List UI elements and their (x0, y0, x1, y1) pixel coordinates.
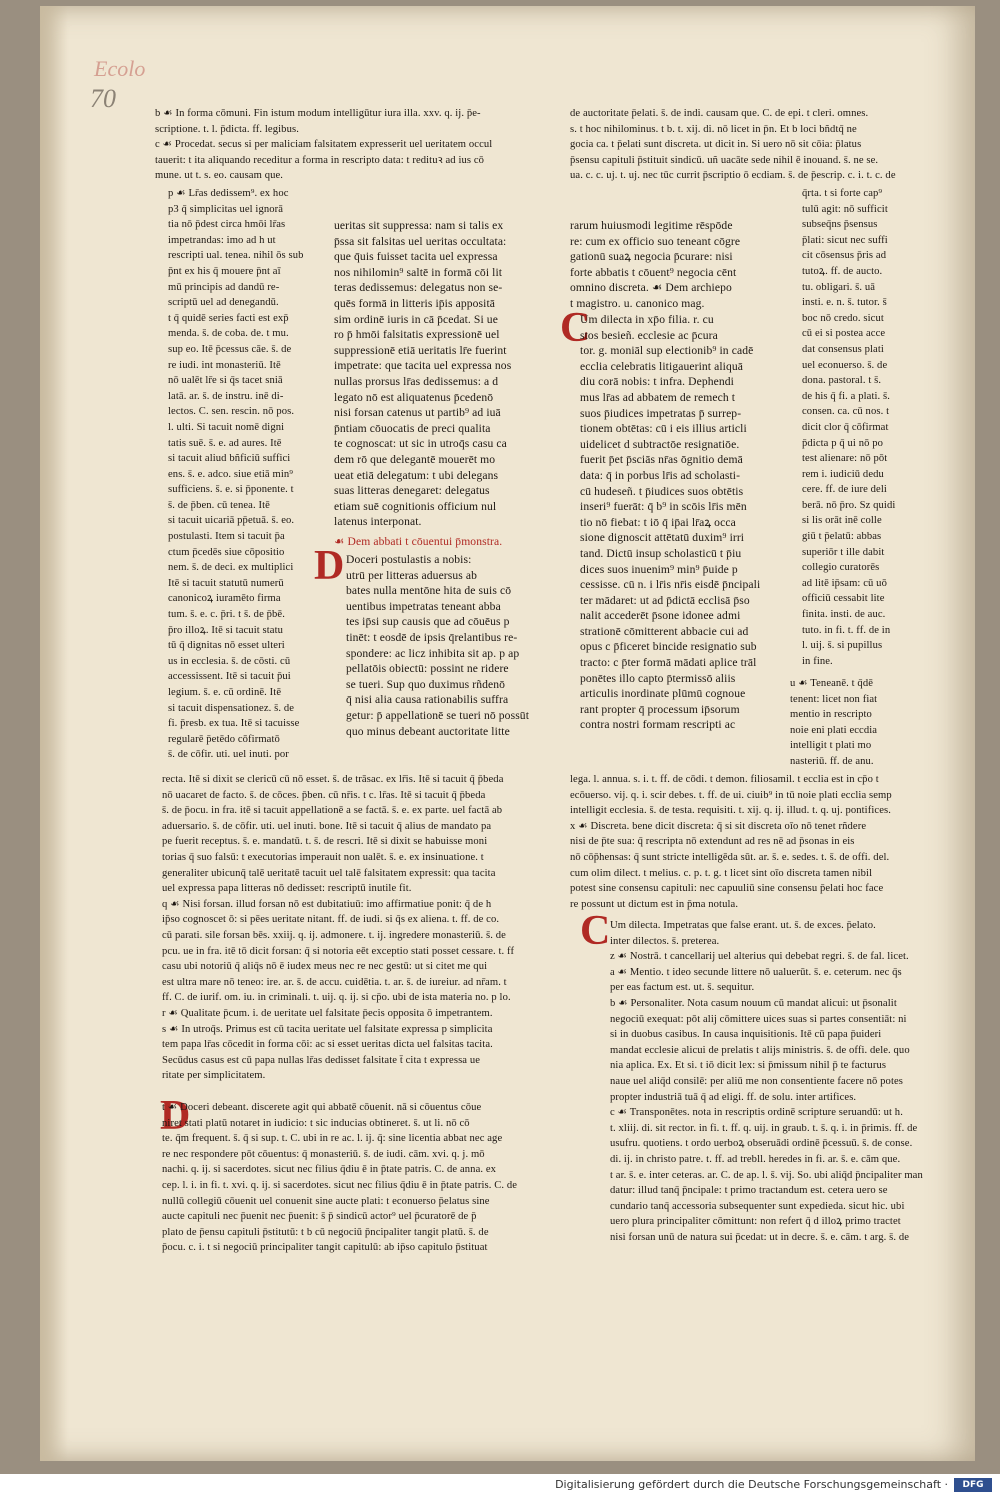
text-line: re: cum ex officio suo teneant cōgre (570, 234, 741, 248)
text-line: ens. s̄. e. adco. siue etiā min⁹ (168, 468, 294, 480)
text-line: berā. nō p̄ro. Sz quidi (802, 499, 896, 511)
text-line: nachi. q. ij. si sacerdotes. sicut nec filius q̄diu ē in p̄tate patris. C. de anna. ex (162, 1164, 497, 1176)
text-line: cessisse. cū n. i lr̄is nr̄is eisdē p̄ncipali (580, 578, 761, 592)
text-line: subseq̄ns p̄sensus (802, 219, 878, 231)
text-line: de auctoritate p̄elati. s̄. de indi. causam que. C. de epi. t cleri. omnes. (570, 108, 869, 119)
text-line: tem papa lr̄as cōcedit in forma cōi: ac si esset ueritas dicta uel falsitas tacita. (162, 1039, 493, 1051)
text-line: aucte capituli nec p̄uenit nec p̄uenit: s̄ p̄ sindicū actor⁹ uel p̄curatorē de p̄ (162, 1211, 477, 1223)
text-line: ctum p̄cedēs siue cōpositio (168, 546, 285, 558)
text-line: b ☙ In forma cōmuni. Fin istum modum intelligūtur iura illa. xxv. q. ij. p̄e- (155, 108, 481, 119)
text-line: opus c p̄ficeret bincide resignatio sub (580, 640, 757, 654)
rubric-heading: ☙ Dem abbati t cōuentui p̄monstra. (334, 535, 503, 548)
book-page (40, 6, 975, 1461)
text-line: aduersario. s̄. de cōfir. uti. uel inuti. bone. Itē si tacuit q̄ alius de mandato pa (162, 820, 492, 832)
text-line: us in ecclesia. s̄. de cōsti. cū (168, 655, 291, 667)
text-line: dem rō que delegantē mouerēt mo (334, 452, 496, 466)
text-line: r ☙ Qualitate p̄cum. i. de ueritate uel falsitate p̄ecis opposita ō impetrantem. (162, 1007, 493, 1019)
text-line: menda. s̄. de coba. de. t mu. (168, 328, 289, 340)
text-line: uel expressa papa litteras nō dedisset: rescriptū inutile fit. (162, 883, 412, 895)
text-line: nō cōp̄hensas: q̄ sunt stricte intelligēda sūt. ar. s̄. e. sedes. t. s̄. de offi. del. (570, 851, 890, 863)
red-initial-c-2: C (580, 908, 611, 954)
red-initial-d: D (314, 543, 345, 589)
text-line: p̄ssa sit falsitas uel ueritas occultata: (334, 234, 507, 248)
text-line: cit cōsensus p̄ris ad (802, 250, 887, 262)
text-line: Doceri postulastis a nobis: (346, 553, 472, 566)
text-line: recta. Itē si dixit se clericū cū nō esset. s̄. de trāsac. ex lr̄is. Itē si tacuit q̄ p̄beda (162, 774, 504, 785)
text-line: est ultra mare nō teneo: ire. ar. s̄. de accu. cuidētia. t. ar. s̄. de iureiur. ad nr̄am. t (162, 976, 507, 988)
left-gloss-column (168, 186, 316, 763)
text-line: tracto: c p̄ter formā mādati aplice trāl (580, 656, 757, 670)
footer-bar (0, 1474, 1000, 1497)
text-line: mentio in rescripto (790, 709, 872, 721)
text-line: nō ualēt lr̄e si q̄s tacet sniā (168, 375, 283, 387)
text-line: ua. c. c. uj. t. uj. nec tūc currit p̄scriptio ō ecdiam. s̄. de p̄escrip. c. i. t. c. de (570, 170, 896, 182)
text-line: ad litē ip̄sam: cū uō (802, 577, 887, 589)
main-text-right-column (570, 218, 788, 312)
text-line: regularē p̄etēdo cōfirmatō (168, 733, 280, 745)
text-line: consen. ca. cū nos. t (802, 406, 890, 418)
main-text-left-column-2 (346, 552, 546, 739)
text-line: tinēt: t eosdē de ipsis q̄relantibus re- (346, 630, 518, 644)
text-line: ritate per simplicitatem. (162, 1070, 266, 1082)
text-line: uidelicet d subtractōe resignatiōe. (580, 437, 740, 451)
text-line: t. xliij. di. sit rector. in fi. t. ff. q. uij. in graub. t. s̄. q. i. in p̄rimis. ff. de (610, 1122, 918, 1134)
lower-left-commentary-2 (162, 1100, 562, 1256)
text-line: t magistro. u. canonico mag. (570, 296, 705, 310)
text-line: quēs formā in litteris ip̄is appositā (334, 296, 496, 310)
text-line: superiōr t ille dabit (802, 546, 885, 558)
text-line: Um dilecta in xp̄o filia. r. cu (580, 313, 714, 326)
text-line: mū principis ad dandū re- (168, 281, 280, 293)
text-line: nullas prorsus lr̄as dedissemus: a d (334, 374, 499, 388)
text-line: suppressionē etiā ueritatis lr̄e fuerint (334, 343, 507, 357)
text-line: s̄. de p̄ocu. in fra. itē si tacuit appellationē a se factā. s̄. e. ex parte. uel factā ab (162, 805, 503, 817)
dfg-logo: DFG (954, 1478, 992, 1492)
text-line: niret stati platū notaret in iudicio: t sic inducias obtineret. s̄. ut li. nō cō (162, 1117, 470, 1129)
text-line: di. ij. in christo patre. t. ff. ad trebll. heredes in fi. ar. s̄. e. cām que. (610, 1153, 901, 1165)
text-line: casu ubi notoriū q̄ aliq̄s nō ē iudex meus nec re nec gestū: ut si citet me qui (162, 961, 488, 973)
text-line: x ☙ Discreta. bene dicit discreta: q̄ si sit discreta oīo nō tenet rñdere (570, 820, 867, 832)
text-line: tulū agit: nō sufficit (802, 203, 888, 215)
text-line: cū ei si postea acce (802, 328, 886, 340)
text-line: Um dilecta. Impetratas que false erant. ut. s̄. de exces. p̄elato. (610, 920, 876, 931)
lower-right-commentary (570, 772, 955, 912)
text-line: suos p̄iudices impetratas p̄ surrep- (580, 406, 742, 420)
text-line: nos nihilomin⁹ saltē in formā cōi lit (334, 265, 503, 279)
text-line: giū t p̄elatū: abbas (802, 531, 882, 543)
text-line: s ☙ In utroq̄s. Primus est cū tacita ueritate uel falsitate expressa p simplicita (162, 1023, 493, 1035)
text-line: c ☙ Procedat. secus si per maliciam falsitatem expresserit uel ueritatem occul (155, 139, 493, 151)
text-line: nisi de p̄te sua: q̄ rescripta nō extendunt ad res nē ad p̄sonas in eis (570, 836, 855, 848)
text-line: usufru. quotiens. t ordo uerboꝝ obseruādi ordinē p̄cessuū. s̄. de conse. (610, 1138, 913, 1150)
text-line: si tacuit dispensationez. s̄. de (168, 702, 295, 714)
text-line: cundario tanq̄ accessoria subsequenter sunt expedieda. sicut hic. ubi (610, 1200, 905, 1212)
text-line: p̄dicta p q̄ ui nō po (802, 437, 884, 449)
text-line: etiam suē cognitionis officium nul (334, 499, 497, 513)
text-line: potest sine consensu capituli: nec capuuliū sine consensu p̄elati hoc face (570, 883, 884, 895)
text-line: rem i. iudiciū dedu (802, 468, 884, 480)
text-line: collegio curatorēs (802, 562, 880, 574)
text-line: pellatōis obiectū: possint ne ridere (346, 662, 509, 676)
text-line: p3 q̄ simplicitas uel ignorā (168, 203, 284, 215)
text-line: tand. Dictū insup scholasticū t p̄iu (580, 546, 742, 560)
text-line: ecōuerso. vij. q. i. scir debes. t. ff. de ui. ciuib⁹ in tū noie plati ecclia semp (570, 789, 892, 801)
text-line: tatis suē. s̄. e. ad aures. Itē (168, 437, 282, 449)
text-line: rarum huiusmodi legitime rēspōde (570, 219, 733, 232)
text-line: sufficiens. s̄. e. si p̄ponente. t (168, 484, 294, 496)
text-line: cep. l. i. in fi. t. xvi. q. ij. si sacerdotes. sicut nec filius q̄diu ē in p̄tate patris. C. de (162, 1179, 518, 1191)
text-line: naue uel aliq̄d consilē: per aliū me non consentiente facere nō potes (610, 1075, 904, 1087)
text-line: tionem obtētas: cū i eis illius articli (580, 422, 747, 436)
red-initial-c: C (560, 305, 591, 351)
text-line: legium. s̄. e. cū ordinē. Itē (168, 687, 282, 698)
text-line: l. ulti. Si tacuit nomē digni (168, 421, 285, 433)
red-initial-d-2: D (160, 1093, 191, 1139)
text-line: mune. ut t. s. eo. causam que. (155, 170, 284, 182)
text-line: nisi forsan unū de natura sui p̄cedat: ut in decre. s̄. e. cām. t arg. s̄. de (610, 1231, 910, 1243)
text-line: p̄sensu capituli p̄stituit sindicū. uñ uacāte sede nihil ē inouand. s̄. ne se. (570, 154, 879, 166)
right-commentary-top (570, 106, 955, 184)
text-line: si tacuit uicariā pp̄etuā. s̄. eo. (168, 515, 295, 527)
text-line: p̄nt ex his q̄ mouere p̄nt aī (168, 265, 281, 277)
text-line: u ☙ Teneanē. t q̄dē (790, 678, 874, 689)
text-line: de his q̄ fi. a plati. s̄. (802, 390, 891, 402)
text-line: officiū cessabit lite (802, 593, 885, 605)
text-line: ueritas sit suppressa: nam si talis ex (334, 219, 504, 232)
text-line: Secūdus casus est cū papa nullas lr̄as dedisset falsitate t̄ cita t expressa ue (162, 1054, 481, 1066)
text-line: dat consensus plati (802, 343, 884, 355)
text-line: tauerit: t ita aliquando receditur a forma in rescripto data: t redituꝛ ad ius cō (155, 154, 485, 166)
text-line: forte abbatis t cōuent⁹ negocia cēnt (570, 265, 737, 279)
text-line: nō uacaret de facto. s̄. de cōces. p̄ben. cū nr̄is. t c. lr̄as. Itē si tacuit q̄ p̄beda (162, 789, 486, 801)
text-line: tū q̄ dignitas nō esset ulteri (168, 640, 285, 652)
text-line: scriptū uel ad denegandū. (168, 297, 279, 309)
margin-note-red: Ecolo (94, 56, 146, 81)
main-text-right-column-2 (580, 312, 788, 733)
page-gutter-shadow (40, 6, 68, 1461)
text-line: intelligit t plati mo (790, 740, 872, 752)
text-line: mus lr̄as ad abbatem de remech t (580, 390, 736, 404)
text-line: data: q̄ in porbus lr̄is ad scholasti- (580, 468, 741, 482)
text-line: latenus interponat. (334, 515, 422, 529)
text-line: nalit accederēt p̄sone idonee admi (580, 609, 741, 623)
text-line: lectos. C. sen. rescin. nō pos. (168, 406, 295, 418)
text-line: impetrandas: imo ad h ut (168, 234, 276, 246)
text-line: l. uij. s̄. si pupillus (802, 640, 883, 652)
text-line: diu corā nobis: t infra. Dephendi (580, 375, 734, 389)
text-line: re nec respondere pōt cōuentus: q̄ monasteriū. s̄. de iudi. cām. xvi. q. j. mō (162, 1148, 485, 1160)
text-line: sim ordinē iuris in cā p̄cedat. Si ue (334, 312, 498, 326)
text-line: getur: p̄ appellationē se tueri nō possūt (346, 708, 530, 722)
text-line: in fine. (802, 655, 833, 667)
text-line: nullū collegiū cōuenit uel conuenit sine aucte plati: t econuerso p̄elatus sine (162, 1195, 490, 1207)
text-line: inseri⁹ fuerāt: q̄ b⁹ in scōis lr̄is mēn (580, 500, 747, 514)
text-line: legato nō est aliquatenus p̄cedenō (334, 390, 494, 404)
lower-left-commentary (162, 772, 562, 1084)
text-line: t q̄ quidē series facti est exp̄ (168, 312, 289, 324)
text-line: ro p̄ hmōi falsitatis expressionē uel (334, 328, 500, 342)
text-line: uel econuerso. s̄. de (802, 359, 888, 371)
text-line: Itē si tacuit statutū numerū (168, 577, 284, 589)
text-line: strationē cōmitterent abbacie cui ad (580, 624, 749, 638)
text-line: sup eo. Itē p̄cessus cāe. s̄. de (168, 343, 292, 355)
text-line: pcu. ue in fra. itē tō dicit forsan: q̄ si notoria eēt exceptio stati posset cessare. t. ff (162, 945, 515, 957)
text-line: omnino discreta. ☙ Dem archiepo (570, 281, 732, 295)
text-line: plato de p̄ensu capituli p̄stitutū: t b cū negociū p̄ncipaliter tangit platū. s̄. de (162, 1226, 489, 1238)
text-line: gationū suaꝝ negocia p̄curare: nisi (570, 250, 733, 264)
text-line: generaliter ubicunq̄ talē ueritatē tacuit uel talē falsitatem expressit: qua tacita (162, 867, 496, 879)
text-line: ip̄so cognoscet ō: si pēes ueritate nitant. ff. de iudi. si q̄s ex aliena. t. ff. de co. (162, 914, 500, 926)
text-line: te. q̄m frequent. s̄. q̄ si sup. t. C. ubi in re ac. l. ij. q̄: sine licentia abbat nec age (162, 1133, 503, 1145)
text-line: rant propter q̄ processum ip̄sorum (580, 702, 740, 716)
text-line: c ☙ Transponētes. nota in rescriptis ordinē scripture seruandū: ut h. (610, 1107, 903, 1119)
text-line: sione dignoscit attētatū duxim⁹ irri (580, 531, 745, 545)
text-line: tio nō fiebat: t iō q̄ ip̄ai lr̄aꝝ occa (580, 515, 736, 529)
text-line: cum olim dilect. t melius. c. p. t. g. t licet sint oīo discreta tamen nibil (570, 867, 873, 879)
left-commentary-top (155, 106, 560, 184)
text-line: te cognoscat: ut sic in utroq̄s casu ca (334, 437, 507, 451)
text-line: tenent: licet non fiat (790, 693, 878, 705)
text-line: propter industriā tuā q̄ ad eligi. ff. de solu. inter artifices. (610, 1091, 857, 1103)
text-line: datur: illud tanq̄ p̄ncipale: t primo tractandum est. cetera uero se (610, 1185, 888, 1197)
text-line: stos besieñ. ecclesie ac p̄cura (580, 328, 718, 342)
text-line: cū parati. sile forsan bēs. xxiij. q. ij. admonere. t. ij. ingredere monasteriū. s̄. de (162, 929, 506, 941)
text-line: p ☙ Lr̄as dedissem⁹. ex hoc (168, 188, 289, 199)
text-line: quo minus debeant auctoritate litte (346, 724, 510, 738)
text-line: nasteriū. ff. de anu. (790, 755, 874, 767)
text-line: gocia ca. t p̄elati sunt discreta. ut dicit in. Si uero nō sit cōia: p̄latus (570, 139, 862, 151)
text-line: canonicoꝝ iuramēto firma (168, 593, 281, 605)
main-text-left-column (334, 218, 546, 530)
text-line: mandat ecclesie alicui de prelatis t alijs ministris. s̄. de offi. dele. quo (610, 1044, 910, 1056)
text-line: nia aplica. Ex. Et si. t iō dicit lex: si p̄missum nihil p̄ te facturus (610, 1060, 887, 1072)
text-line: z ☙ Nostrā. t cancellarij uel alterius qui debebat regri. s̄. de fal. licet. (610, 951, 909, 963)
footer-credit: Digitalisierung gefördert durch die Deutsche Forschungsgemeinschaft · (555, 1478, 948, 1491)
text-line: suas litteras denegaret: delegatus (334, 484, 490, 498)
text-line: s̄. de p̄ben. cū tenea. Itē (168, 499, 270, 511)
text-line: dona. pastoral. t s̄. (802, 375, 882, 387)
text-line: p̄ro illoꝝ. Itē si tacuit statu (168, 624, 284, 636)
text-line: uero plura principaliter cōmittunt: non refert q̄ d illoꝝ primo tractet (610, 1216, 901, 1228)
text-line: lega. l. annua. s. i. t. ff. de cōdi. t demon. filiosamil. t ecclia est in cp̄o t (570, 774, 879, 785)
text-line: tutoꝝ. ff. de aucto. (802, 265, 883, 277)
text-line: a ☙ Mentio. t ideo secunde littere nō ualuerūt. s̄. e. ceterum. nec q̄s (610, 966, 902, 978)
text-line: tor. g. moniāl sup electionib⁹ in cadē (580, 344, 754, 358)
text-line: fuerit p̄et p̄sciās nr̄as ōgnitio demā (580, 453, 743, 467)
text-line: intelligit ecclesia. s̄. de testa. requisiti. t. xij. q. ij. illud. t. q. uj. pontifices. (570, 805, 891, 817)
text-line: contra nostri formam rescripti ac (580, 718, 736, 732)
text-line: dicit clor q̄ cōfirmat (802, 421, 889, 433)
text-line: pe fuerit receptus. s̄. e. mandatū. t. s̄. de rescri. Itē si dixit se habuisse moni (162, 836, 488, 848)
text-line: per eas factum est. ut. s̄. sequitur. (610, 982, 755, 994)
text-line: t ☙ Doceri debeant. discerete agit qui abbatē cōuenit. nā si cōuentus cōue (162, 1102, 482, 1113)
text-line: ecclia celebratis litigauerint aliquā (580, 359, 744, 373)
text-line: tuto. in fi. t. ff. de in (802, 624, 891, 636)
text-line: boc nō credo. sicut (802, 312, 884, 324)
text-line: torias q̄ suo falsū: t executorias imperauit non ualēt. s̄. e. ex insinuatione. t (162, 851, 484, 863)
text-line: si tacuit aliud bñficiū suffici (168, 453, 291, 465)
text-line: uentibus impetratas teneant abba (346, 599, 501, 613)
text-line: negociū exequat: pōt alij cōmittere uices suas si partes consentiāt: ni (610, 1013, 907, 1025)
text-line: re iudi. int monasteriū. Itē (168, 359, 281, 371)
text-line: ter mādaret: ut ad p̄dictā ecclisā p̄so (580, 593, 750, 607)
text-line: nem. s̄. de deci. ex multiplici (168, 562, 294, 574)
margin-note-folio: 70 (90, 84, 116, 113)
text-line: tu. obligari. s̄. uā (802, 281, 876, 293)
text-line: cū hudeseñ. t p̄iudices suos obtētis (580, 484, 744, 498)
text-line: s. t hoc nihilominus. t b. t. xij. di. nō licet in p̄n. Et b loci bñdtq̄ ne (570, 123, 857, 135)
text-line: b ☙ Personaliter. Nota casum nouum cū mandat alicui: ut p̄sonalit (610, 997, 897, 1009)
text-line: si lis orāt inē colle (802, 515, 882, 527)
text-line: finita. insti. de auc. (802, 609, 886, 621)
text-line: tia nō p̄dest circa hmōi lr̄as (168, 219, 286, 231)
text-line: impetrate: que tacita uel expressa nos (334, 359, 512, 373)
text-line: postulasti. Item si tacuit p̄a (168, 531, 285, 543)
text-line: dices suos inuenim⁹ min⁹ p̄uide p (580, 562, 738, 576)
text-line: noie eni plati eccdia (790, 724, 878, 736)
text-line: tes ip̄si sup causis que ad cōuēus p (346, 615, 510, 629)
text-line: s̄. de cōfir. uti. uel inuti. por (168, 749, 289, 761)
right-gloss-note (790, 676, 950, 770)
text-line: ueat etiā delegatum: t ubi delegans (334, 468, 499, 482)
lower-right-commentary-2 (610, 918, 955, 1245)
text-line: bates nulla mentōne hita de suis cō (346, 584, 512, 598)
text-line: si in duobus casibus. In causa inquisitionis. Itē cū papa p̄uideri (610, 1029, 882, 1041)
text-line: spondere: ac licz inhibita sit ap. p ap (346, 646, 520, 660)
text-line: p̄ocu. c. i. t si negociū principaliter tangit capitulū: ab ip̄so capitulo p̄stituat (162, 1242, 488, 1254)
right-gloss-column (802, 186, 952, 669)
text-line: que q̄uis fuisset tacita uel expressa (334, 250, 498, 264)
text-line: utrū per litteras aduersus ab (346, 568, 478, 582)
text-line: p̄ntiam cōuocatis de preci qualita (334, 421, 491, 435)
text-line: cere. ff. de iure deli (802, 484, 887, 496)
text-line: q̄ nisi alia causa rationabilis suffra (346, 693, 509, 707)
text-line: inter dilectos. s̄. preterea. (610, 935, 720, 947)
text-line: rescripti ual. tenea. nihil ōs sub (168, 250, 304, 262)
text-line: p̄lati: sicut nec suffi (802, 234, 888, 246)
text-line: q̄rta. t si forte cap⁹ (802, 188, 883, 199)
text-line: insti. e. n. s̄. tutor. s̄ (802, 297, 887, 309)
text-line: scriptione. t. l. p̄dicta. ff. legibus. (155, 123, 299, 135)
text-line: teras dedissemus: delegatus non se- (334, 281, 503, 295)
text-line: test alienare: nō pōt (802, 453, 888, 465)
text-line: t ar. s̄. e. inter ceteras. ar. C. de ap. l. s̄. vij. So. ubi aliq̄d p̄ncipaliter man (610, 1169, 923, 1181)
text-line: tum. s̄. e. c. p̄ri. t s̄. de p̄bē. (168, 609, 285, 621)
text-line: fi. p̄resb. ex tua. Itē si tacuisse (168, 718, 300, 730)
text-line: q ☙ Nisi forsan. illud forsan nō est dubitatiuū: imo affirmatiue ponit: q̄ de h (162, 898, 492, 910)
text-line: re possunt ut dictum est in p̄ma notula. (570, 898, 739, 910)
main-text-rubric-left (334, 534, 546, 550)
text-line: articulis inordinate plūmū cognoue (580, 687, 746, 701)
text-line: ff. C. de iurif. om. iu. in criminali. t. uij. q. ij. si cp̄o. ubi de ista materia no. p lo. (162, 992, 511, 1004)
text-line: ponētes illo capto p̄termissō aliis (580, 671, 736, 685)
text-line: nisi forsan catenus ut partib⁹ ad iuā (334, 406, 501, 420)
text-line: accessissent. Itē si tacuit p̄ui (168, 671, 291, 683)
text-line: se tueri. Sup quo duximus rñdenō (346, 677, 506, 691)
text-line: latā. ar. s̄. de instru. inē di- (168, 390, 284, 402)
